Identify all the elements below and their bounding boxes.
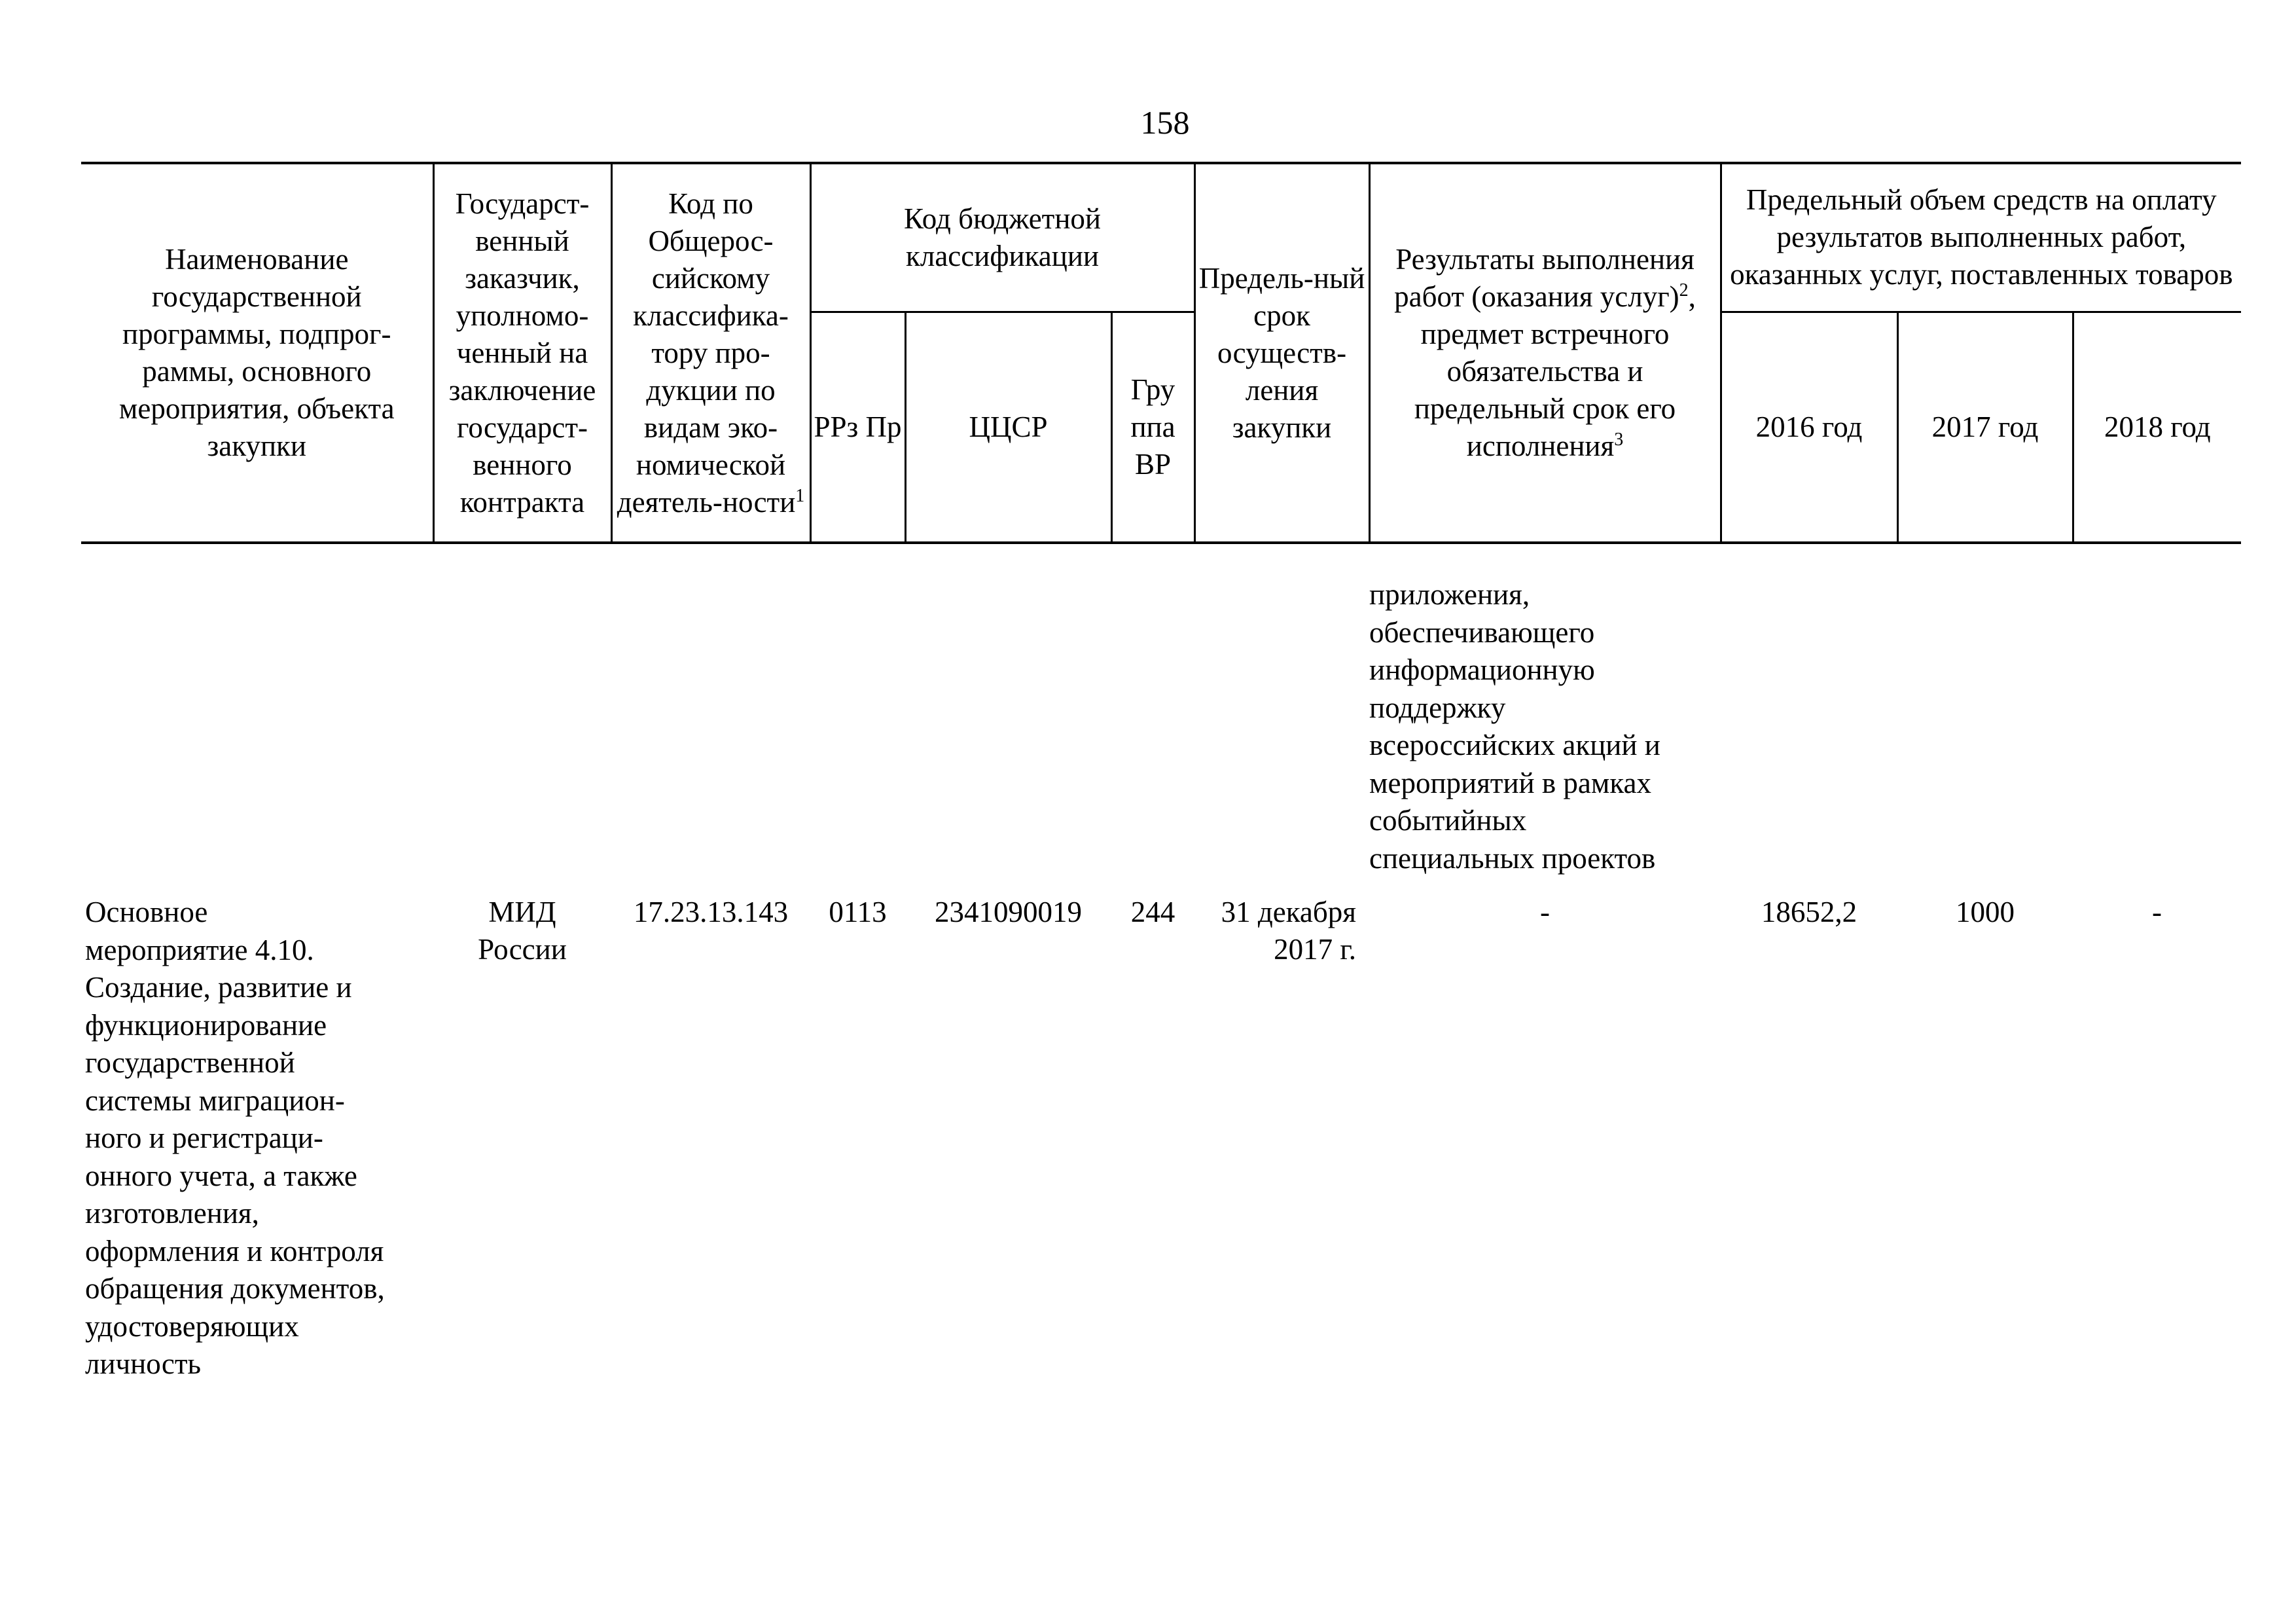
continuation-line: информационную	[1369, 653, 1595, 686]
name-line: Создание, развитие и	[85, 971, 352, 1004]
header-funds-group: Предельный объем средств на оплату результатов выполненных работ, оказанных услуг, поставленных товаров	[1721, 163, 2241, 312]
page-number: 158	[1140, 104, 1190, 141]
row-cscr: 2341090019	[935, 896, 1082, 928]
header-rzpr: РРз Пр	[810, 312, 905, 543]
name-line: ного и регистраци-	[85, 1122, 323, 1154]
row-deadline: 31 декабря 2017 г.	[1221, 896, 1356, 966]
name-line: государственной	[85, 1046, 295, 1079]
continuation-line: мероприятий в рамках	[1369, 766, 1651, 799]
name-line: изготовления,	[85, 1197, 259, 1230]
header-year-2016: 2016 год	[1721, 312, 1897, 543]
row-okpd: 17.23.13.143	[633, 896, 789, 928]
row-rzpr: 0113	[829, 896, 887, 928]
header-okpd: Код по Общерос-сийскому классифика-тору про-дукции по видам эко-номической деятель-ности$^1$	[611, 163, 810, 543]
header-vr: Гру ппа ВР	[1111, 312, 1194, 543]
row-vr: 244	[1130, 896, 1175, 928]
row-program-name	[85, 894, 425, 1383]
row-value-2017: 1000	[1956, 896, 2015, 928]
header-cscr: ЦЦСР	[905, 312, 1111, 543]
table-header	[81, 162, 2241, 544]
name-line: мероприятие 4.10.	[85, 933, 314, 966]
name-line: личность	[85, 1347, 202, 1380]
name-line: онного учета, а также	[85, 1159, 357, 1192]
continuation-line: всероссийских акций и	[1369, 729, 1660, 761]
name-line: оформления и контроля	[85, 1234, 384, 1267]
name-line: системы миграцион-	[85, 1084, 345, 1117]
continuation-line: приложения,	[1369, 578, 1530, 611]
header-customer: Государст-венный заказчик, уполномо-ченный на заключение государст-венного контракта	[433, 163, 611, 543]
name-line: удостоверяющих	[85, 1309, 299, 1343]
row-value-2018: -	[2152, 896, 2162, 928]
row-customer: МИД России	[478, 896, 567, 966]
continuation-line: обеспечивающего	[1369, 615, 1595, 649]
continuation-line: поддержку	[1369, 691, 1506, 724]
header-deadline: Предель-ный срок осуществ-ления закупки	[1194, 163, 1369, 543]
row-value-2016: 18652,2	[1761, 896, 1857, 928]
name-line: функционирование	[85, 1008, 327, 1042]
results-continuation	[1369, 576, 1696, 877]
header-budget-group: Код бюджетной классификации	[810, 163, 1194, 312]
header-name: Наименование государственной программы, подпрог-раммы, основного мероприятия, объекта закупки	[81, 163, 433, 543]
name-line: Основное	[85, 896, 208, 928]
header-year-2018: 2018 год	[2073, 312, 2241, 543]
header-results: Результаты выполнения работ (оказания услуг)$^2$, предмет встречного обязательства и предельный срок его исполнения$^3$	[1369, 163, 1721, 543]
row-results: -	[1540, 896, 1550, 928]
continuation-line: событийных	[1369, 804, 1527, 837]
header-year-2017: 2017 год	[1897, 312, 2073, 543]
name-line: обращения документов,	[85, 1272, 385, 1305]
continuation-line: специальных проектов	[1369, 841, 1656, 875]
